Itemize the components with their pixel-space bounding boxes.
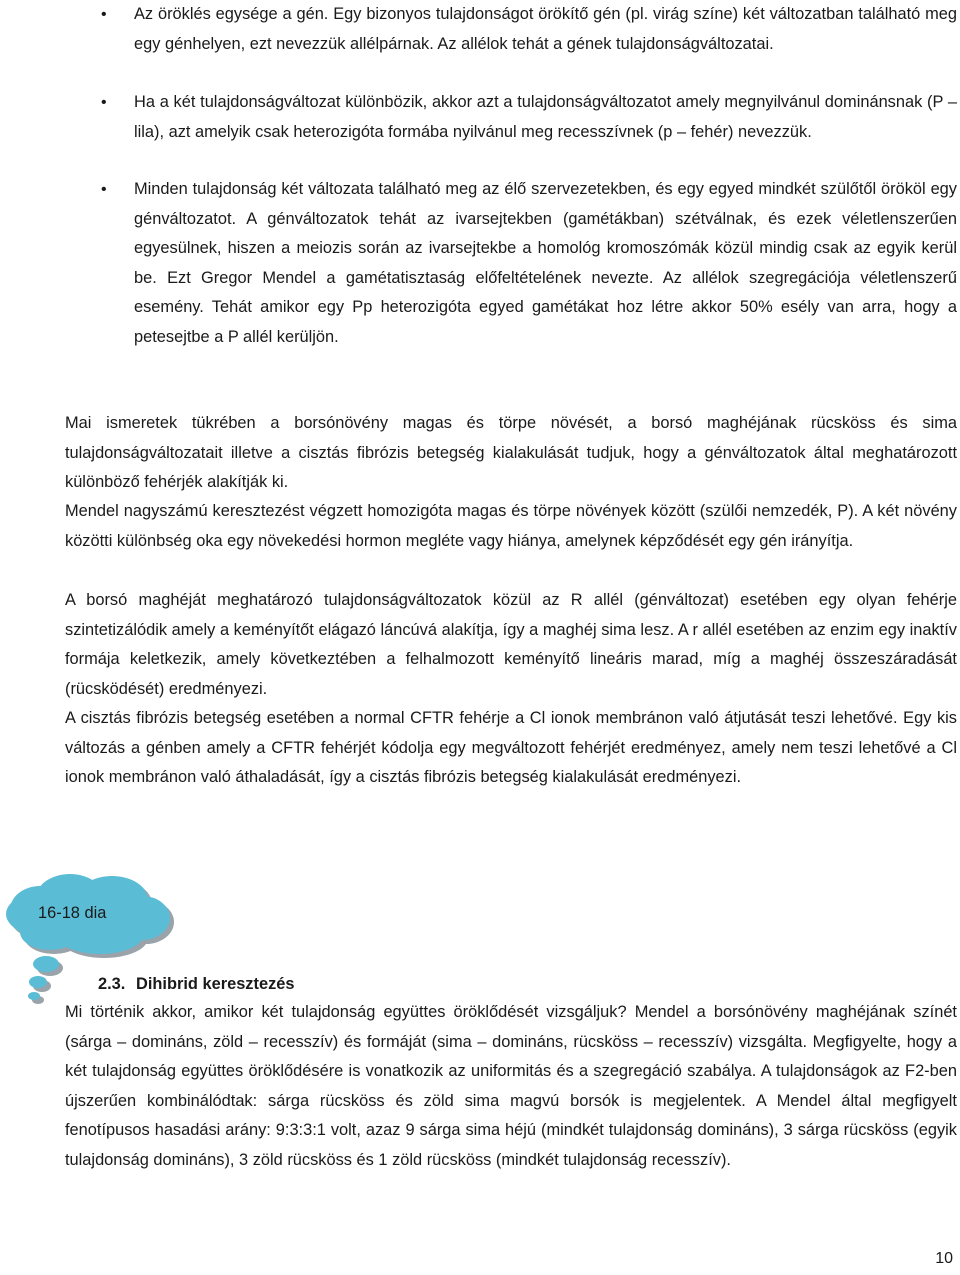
bullet-text: Ha a két tulajdonságváltozat különbözik, akkor azt a tulajdonságváltozatot amely megnyilvánul dominánsnak (P – lila), azt amelyik csak heterozigóta formába nyilvánul meg recesszívnek (p – fehér) nevezzük.	[134, 93, 957, 141]
bullet-text: Minden tulajdonság két változata található meg az élő szervezetekben, és egy egyed mindkét szülőtől örököl egy génváltozatot. A génváltozatok tehát az ivarsejtekben (gamétákban) szétválnak, és ezek véletlenszerűen egyesülnek, hiszen a meiozis során az ivarsejtekbe a homológ kromoszómák közül mindig csak az egyik kerül be. Ezt Gregor Mendel a gamétatisztaság előfeltételének nevezte. Az allélok szegregációja véletlenszerű esemény. Tehát amikor egy Pp heterozigóta egyed gamétákat hoz létre akkor 50% esély van arra, hogy a petesejtbe a P allél kerüljön.	[134, 180, 957, 346]
bullet-item	[101, 0, 957, 59]
bullet-icon: •	[101, 6, 107, 23]
page-number: 10	[935, 1250, 953, 1267]
paragraph: Mai ismeretek tükrében a borsónövény magas és törpe növését, a borsó maghéjának rücsköss és sima tulajdonságváltozatait illetve a cisztás fibrózis betegség kialakulását tudjuk, hogy a génváltozatok által meghatározott különböző fehérjék alakítják ki.	[65, 414, 957, 491]
section-number: 2.3.	[98, 975, 126, 993]
bullet-item	[101, 175, 957, 352]
section-title: Dihibrid keresztezés	[136, 975, 295, 993]
bullet-icon: •	[101, 94, 107, 111]
cloud-label: 16-18 dia	[38, 904, 107, 922]
paragraph: A borsó maghéját meghatározó tulajdonságváltozatok közül az R allél (génváltozat) esetében egy olyan fehérje szintetizálódik amely a keményítőt elágazó láncúvá alakítja, így a maghéj sima lesz. A r allél esetében az enzim egy inaktív formája keletkezik, amely következtében a felhalmozott keményítő lineáris marad, míg a maghéj összeszáradását (rücsködését) eredményezi.	[65, 591, 957, 698]
paragraph: Mendel nagyszámú keresztezést végzett homozigóta magas és törpe növények között (szülői nemzedék, P). A két növény közötti különbség oka egy növekedési hormon megléte vagy hiánya, amelynek képződését egy gén irányítja.	[65, 502, 957, 550]
bullet-text: Az öröklés egysége a gén. Egy bizonyos tulajdonságot örökítő gén (pl. virág színe) két változatban található meg egy génhelyen, ezt nevezzük allélpárnak. Az allélok tehát a gének tulajdonságváltozatai.	[134, 5, 957, 53]
bullet-item	[101, 88, 957, 147]
section-paragraph: Mi történik akkor, amikor két tulajdonság együttes öröklődését vizsgáljuk? Mendel a borsónövény maghéjának színét (sárga – domináns, zöld – recesszív) és formáját (sima – domináns, rücsköss – recesszív) vizsgálta. Megfigyelte, hogy a két tulajdonság együttes öröklődésére is vonatkozik az uniformitás és a szegregáció szabálya. A tulajdonságok az F2-ben újszerűen kombinálódtak: sárga rücsköss és zöld sima magvú borsók is megjelentek. A Mendel által megfigyelt fenotípusos hasadási arány: 9:3:3:1 volt, azaz 9 sárga sima héjú (mindkét tulajdonság domináns), 3 sárga rücsköss (egyik tulajdonság domináns), 3 zöld rücsköss és 1 zöld rücsköss (mindkét tulajdonság recesszív).	[65, 1003, 957, 1169]
bullet-icon: •	[101, 181, 107, 198]
section-heading	[98, 970, 295, 1000]
paragraph: A cisztás fibrózis betegség esetében a normal CFTR fehérje a Cl ionok membránon való átjutását teszi lehetővé. Egy kis változás a génben amely a CFTR fehérjét kódolja egy megváltozott fehérjét eredményez, amely nem teszi lehetővé a Cl ionok membránon való áthaladását, így a cisztás fibrózis betegség kialakulását eredményezi.	[65, 709, 957, 786]
